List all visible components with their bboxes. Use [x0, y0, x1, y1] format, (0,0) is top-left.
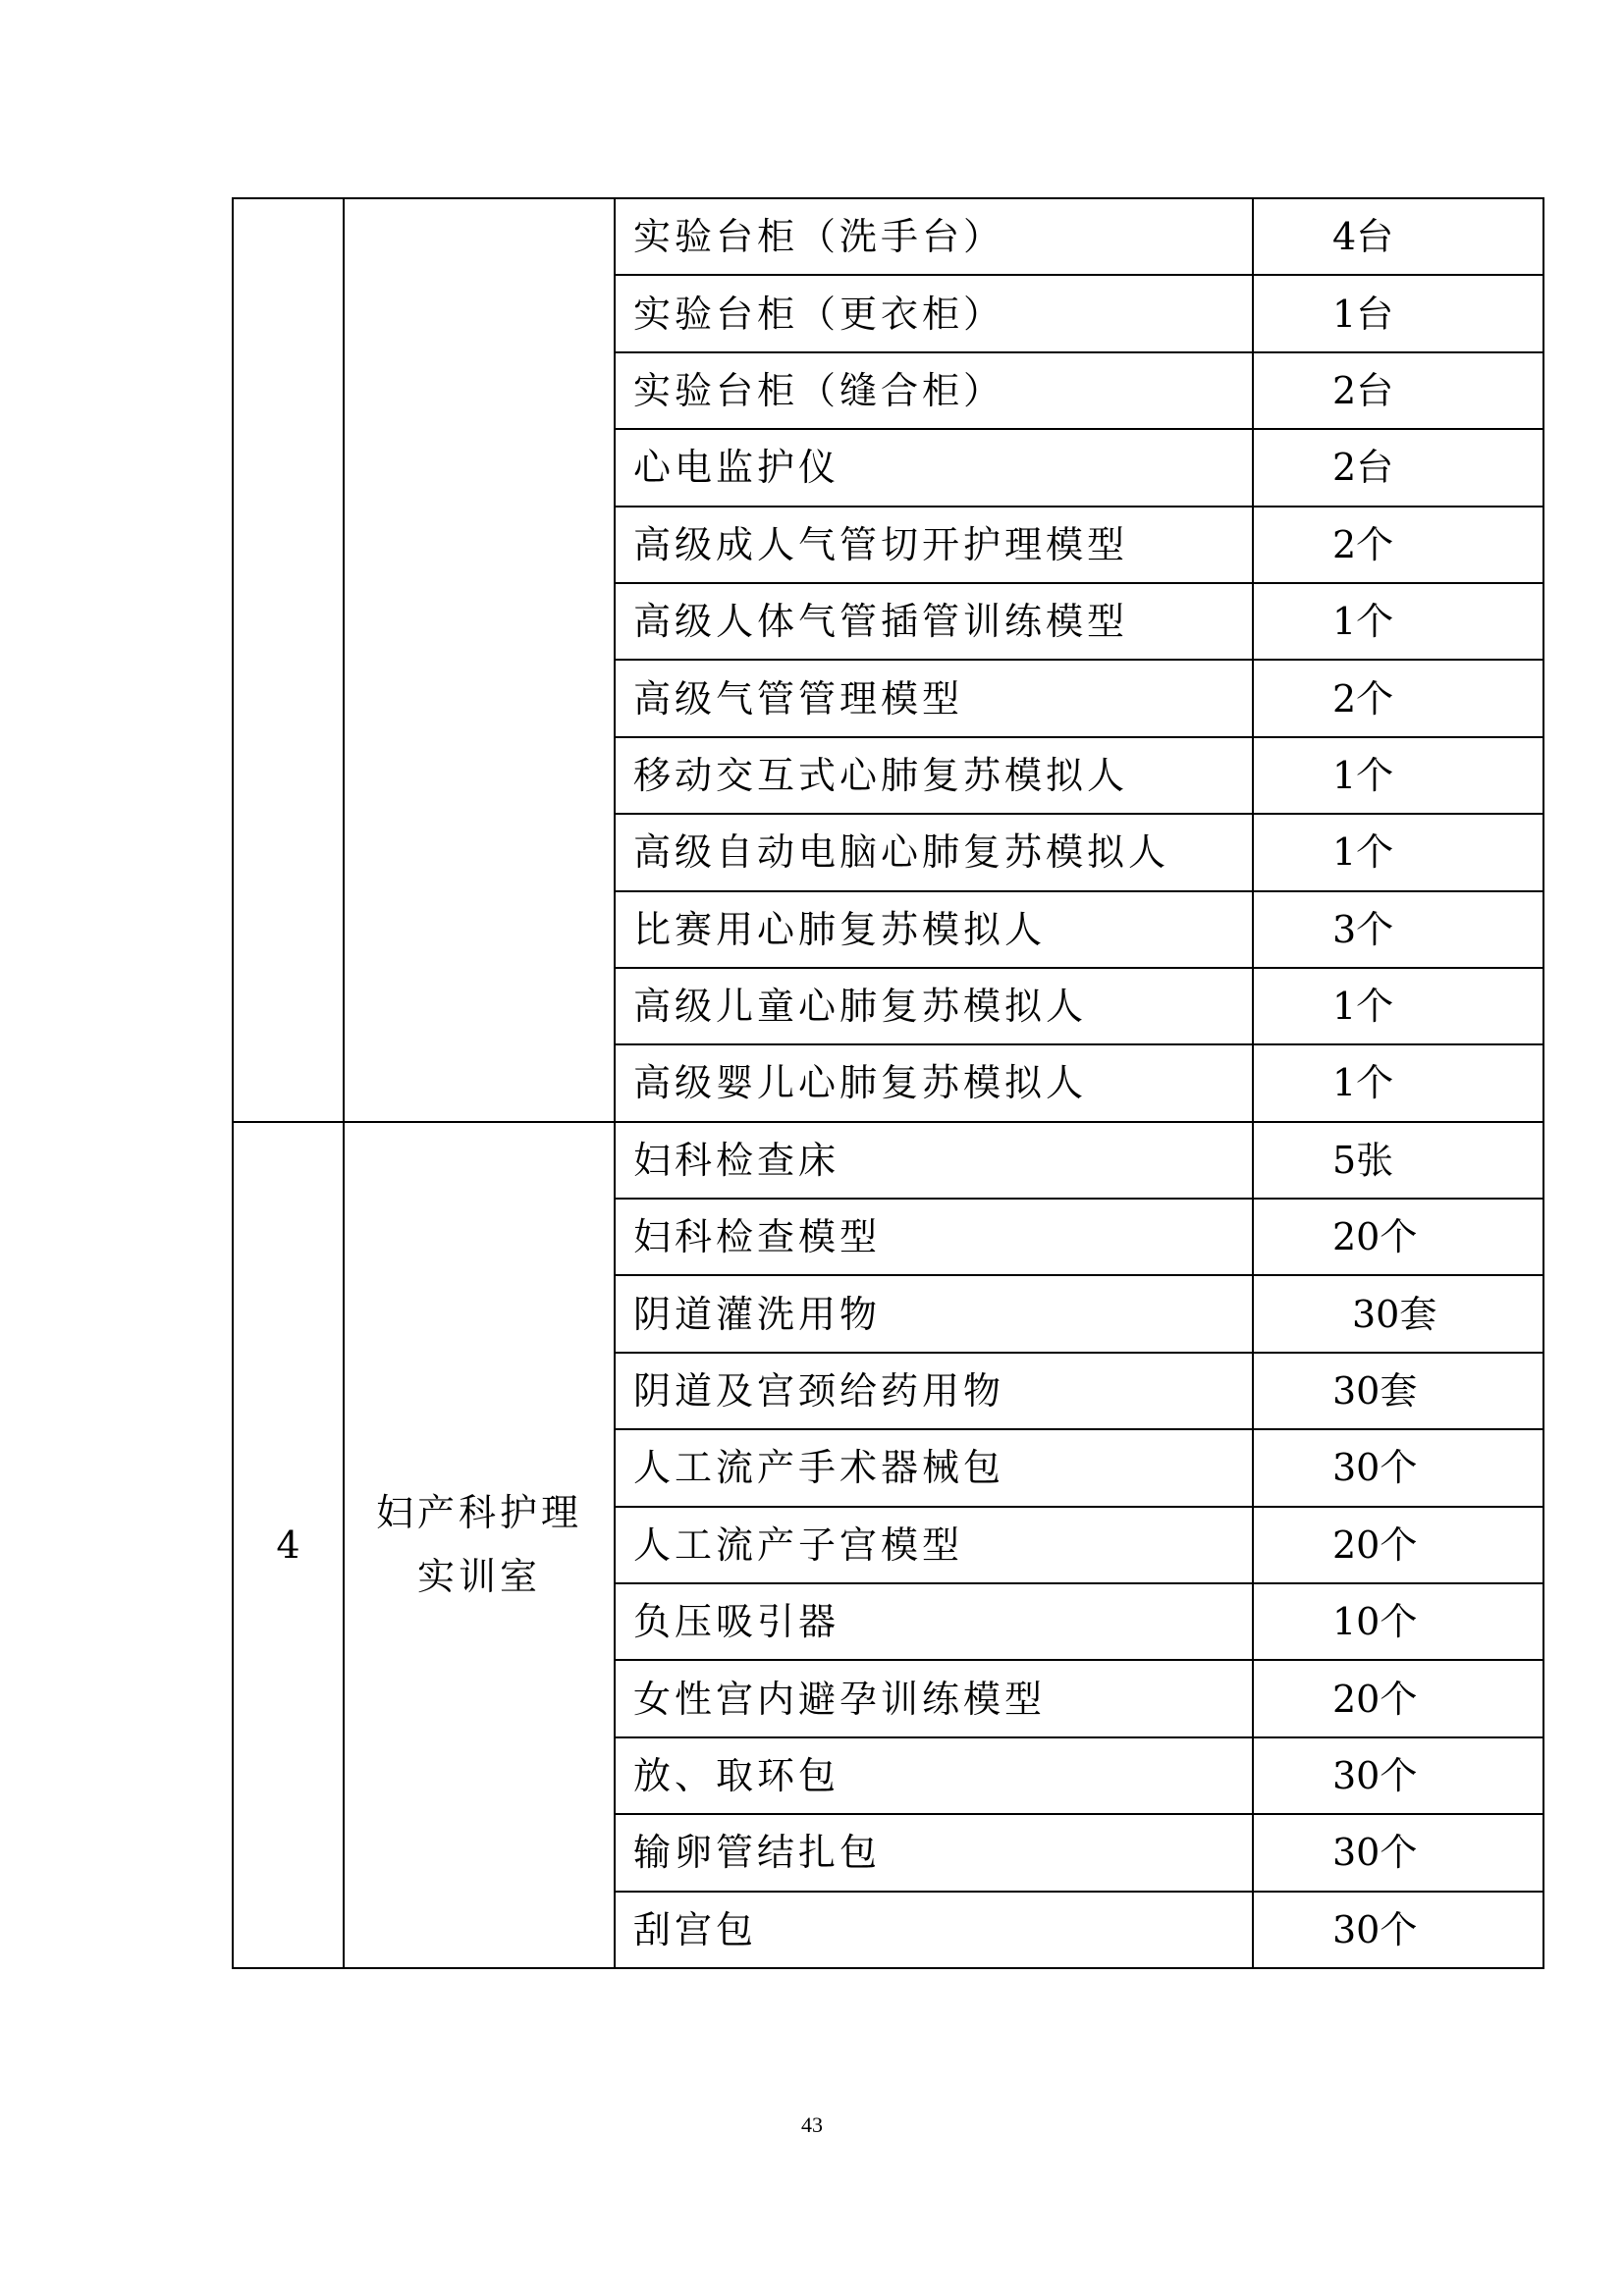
item-quantity: 2个	[1253, 507, 1543, 583]
item-quantity: 2台	[1253, 352, 1543, 429]
item-name: 移动交互式心肺复苏模拟人	[615, 737, 1253, 814]
item-name: 人工流产手术器械包	[615, 1429, 1253, 1506]
item-name: 阴道及宫颈给药用物	[615, 1353, 1253, 1429]
item-name: 妇科检查模型	[615, 1199, 1253, 1275]
item-quantity: 30个	[1253, 1892, 1543, 1968]
item-quantity: 30套	[1253, 1275, 1543, 1352]
item-name: 高级成人气管切开护理模型	[615, 507, 1253, 583]
item-quantity: 30个	[1253, 1814, 1543, 1891]
item-name: 刮宫包	[615, 1892, 1253, 1968]
item-quantity: 10个	[1253, 1583, 1543, 1660]
item-quantity: 20个	[1253, 1199, 1543, 1275]
item-quantity: 20个	[1253, 1660, 1543, 1736]
item-name: 输卵管结扎包	[615, 1814, 1253, 1891]
lab-name-line-2: 实训室	[416, 1554, 541, 1598]
lab-name-cell-empty	[344, 198, 615, 1122]
row-number-cell-empty	[233, 198, 344, 1122]
item-quantity: 1个	[1253, 737, 1543, 814]
item-name: 高级人体气管插管训练模型	[615, 583, 1253, 660]
item-quantity: 2个	[1253, 660, 1543, 736]
item-quantity: 5张	[1253, 1122, 1543, 1199]
item-quantity: 1个	[1253, 1044, 1543, 1121]
page-number: 43	[801, 2112, 823, 2137]
item-quantity: 30套	[1253, 1353, 1543, 1429]
item-name: 负压吸引器	[615, 1583, 1253, 1660]
row-number: 4	[233, 1122, 344, 1968]
item-quantity: 30个	[1253, 1737, 1543, 1814]
item-name: 阴道灌洗用物	[615, 1275, 1253, 1352]
item-name: 妇科检查床	[615, 1122, 1253, 1199]
item-name: 心电监护仪	[615, 429, 1253, 506]
table-row	[233, 198, 1543, 275]
item-name: 人工流产子宫模型	[615, 1507, 1253, 1583]
item-quantity: 1个	[1253, 968, 1543, 1044]
item-quantity: 2台	[1253, 429, 1543, 506]
item-name: 高级婴儿心肺复苏模拟人	[615, 1044, 1253, 1121]
item-name: 实验台柜（更衣柜）	[615, 275, 1253, 351]
item-quantity: 1个	[1253, 814, 1543, 890]
item-name: 高级儿童心肺复苏模拟人	[615, 968, 1253, 1044]
lab-name-line-1: 妇产科护理	[375, 1491, 582, 1535]
item-name: 实验台柜（洗手台）	[615, 198, 1253, 275]
item-name: 高级自动电脑心肺复苏模拟人	[615, 814, 1253, 890]
item-quantity: 1台	[1253, 275, 1543, 351]
item-name: 高级气管管理模型	[615, 660, 1253, 736]
lab-name-cell	[344, 1122, 615, 1968]
item-name: 放、取环包	[615, 1737, 1253, 1814]
table-row	[233, 1122, 1543, 1199]
item-quantity: 4台	[1253, 198, 1543, 275]
item-quantity: 20个	[1253, 1507, 1543, 1583]
item-quantity: 3个	[1253, 891, 1543, 968]
item-quantity: 1个	[1253, 583, 1543, 660]
item-quantity: 30个	[1253, 1429, 1543, 1506]
item-name: 实验台柜（缝合柜）	[615, 352, 1253, 429]
item-name: 比赛用心肺复苏模拟人	[615, 891, 1253, 968]
equipment-table	[232, 197, 1544, 1969]
item-name: 女性宫内避孕训练模型	[615, 1660, 1253, 1736]
